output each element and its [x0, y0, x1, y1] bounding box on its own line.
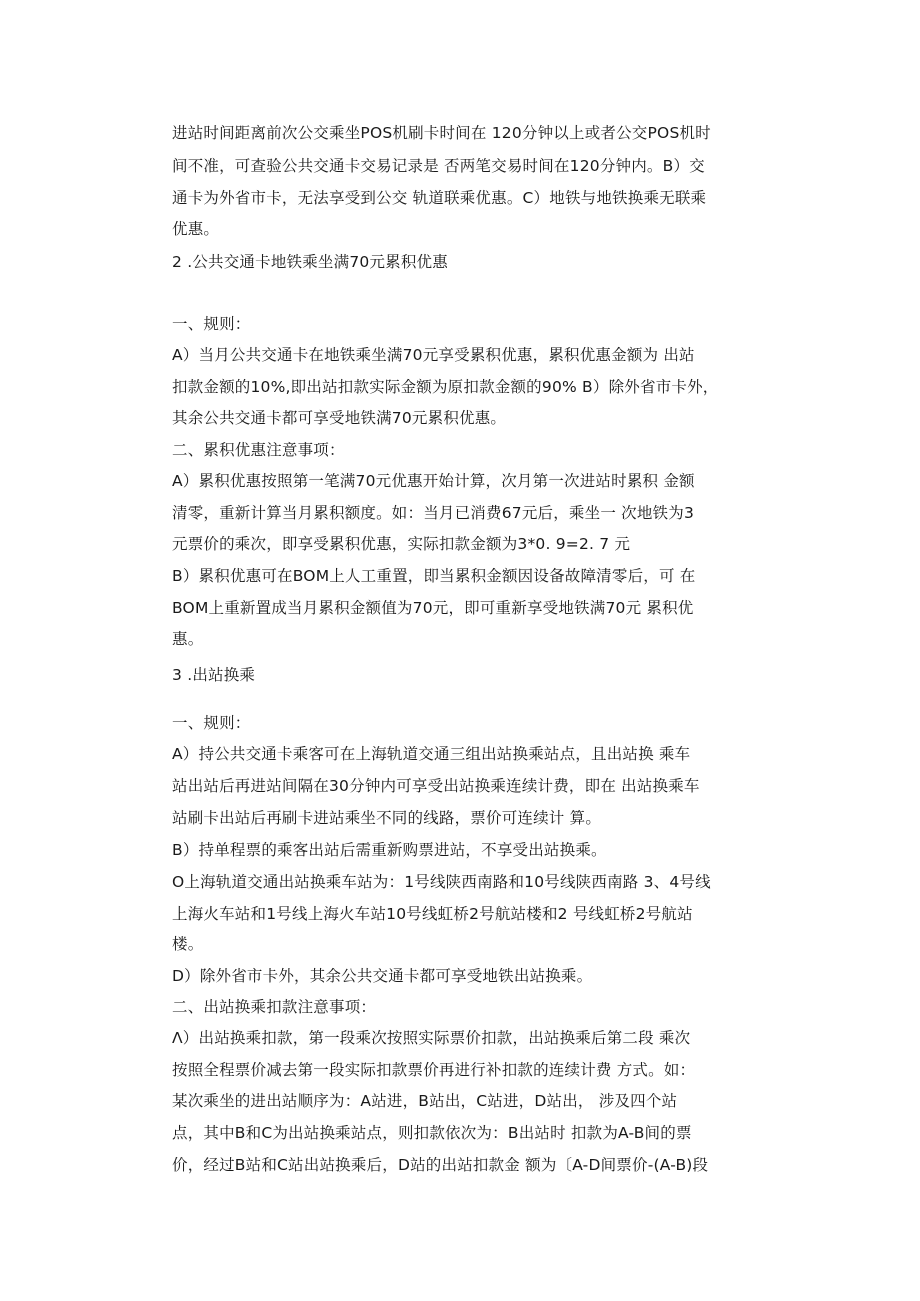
text-line: 价，经过B站和C站出站换乘后，D站的出站扣款金 额为〔A-D间票价-(A-B)段 — [172, 1156, 709, 1174]
section-heading: 2 .公共交通卡地铁乘坐满70元累积优惠 — [172, 253, 448, 271]
text-line: 上海火车站和1号线上海火车站10号线虹桥2号航站楼和2 号线虹桥2号航站 — [172, 905, 693, 923]
text-line: A）持公共交通卡乘客可在上海轨道交通三组出站换乘站点，且出站换 乘车 — [172, 745, 691, 763]
text-line: 通卡为外省市卡，无法享受到公交 轨道联乘优惠。C）地铁与地铁换乘无联乘 — [172, 189, 707, 207]
text-line: 元票价的乘次，即享受累积优惠，实际扣款金额为3*0. 9=2. 7 元 — [172, 535, 631, 553]
text-line: B）累积优惠可在BOM上人工重置，即当累积金额因设备故障清零后，可 在 — [172, 567, 696, 585]
subsection-heading: 一、规则： — [172, 714, 251, 732]
text-line: BOM上重新置成当月累积金额值为70元，即可重新享受地铁满70元 累积优 — [172, 599, 694, 617]
text-line: A）当月公共交通卡在地铁乘坐满70元享受累积优惠，累积优惠金额为 出站 — [172, 346, 695, 364]
text-line: D）除外省市卡外，其余公共交通卡都可享受地铁出站换乘。 — [172, 967, 593, 985]
text-line: 楼。 — [172, 935, 204, 953]
subsection-heading: 二、累积优惠注意事项： — [172, 441, 345, 459]
text-line: 按照全程票价减去第一段实际扣款票价再进行补扣款的连续计费 方式。如： — [172, 1061, 696, 1079]
text-line: 站刷卡出站后再刷卡进站乘坐不同的线路，票价可连续计 算。 — [172, 809, 602, 827]
section-heading: 3 .出站换乘 — [172, 666, 256, 684]
text-line: 优惠。 — [172, 220, 220, 238]
subsection-heading: 二、出站换乘扣款注意事项： — [172, 998, 377, 1016]
text-line: 清零，重新计算当月累积额度。如：当月已消费67元后，乘坐一 次地铁为3 — [172, 504, 695, 522]
text-line: 扣款金额的10%,即出站扣款实际金额为原扣款金额的90% B）除外省市卡外， — [172, 378, 719, 396]
text-line: 某次乘坐的进出站顺序为：A站进，B站出，C站进，D站出， 涉及四个站 — [172, 1092, 678, 1110]
text-line: 间不准，可查验公共交通卡交易记录是 否两笔交易时间在120分钟内。B）交 — [172, 157, 705, 175]
text-line: B）持单程票的乘客出站后需重新购票进站，不享受出站换乘。 — [172, 841, 607, 859]
text-line: 点，其中B和C为出站换乘站点，则扣款依次为：B出站时 扣款为A-B间的票 — [172, 1124, 692, 1142]
text-line: O上海轨道交通出站换乘车站为：1号线陕西南路和10号线陕西南路 3、4号线 — [172, 873, 711, 891]
text-line: 进站时间距离前次公交乘坐POS机刷卡时间在 120分钟以上或者公交POS机时 — [172, 124, 711, 142]
subsection-heading: 一、规则： — [172, 315, 251, 333]
text-line: 其余公共交通卡都可享受地铁满70元累积优惠。 — [172, 409, 507, 427]
text-line: A）累积优惠按照第一笔满70元优惠开始计算，次月第一次进站时累积 金额 — [172, 472, 695, 490]
text-line: Λ）出站换乘扣款，第一段乘次按照实际票价扣款，出站换乘后第二段 乘次 — [172, 1029, 691, 1047]
text-line: 惠。 — [172, 630, 204, 648]
text-line: 站出站后再进站间隔在30分钟内可享受出站换乘连续计费，即在 出站换乘车 — [172, 777, 700, 795]
